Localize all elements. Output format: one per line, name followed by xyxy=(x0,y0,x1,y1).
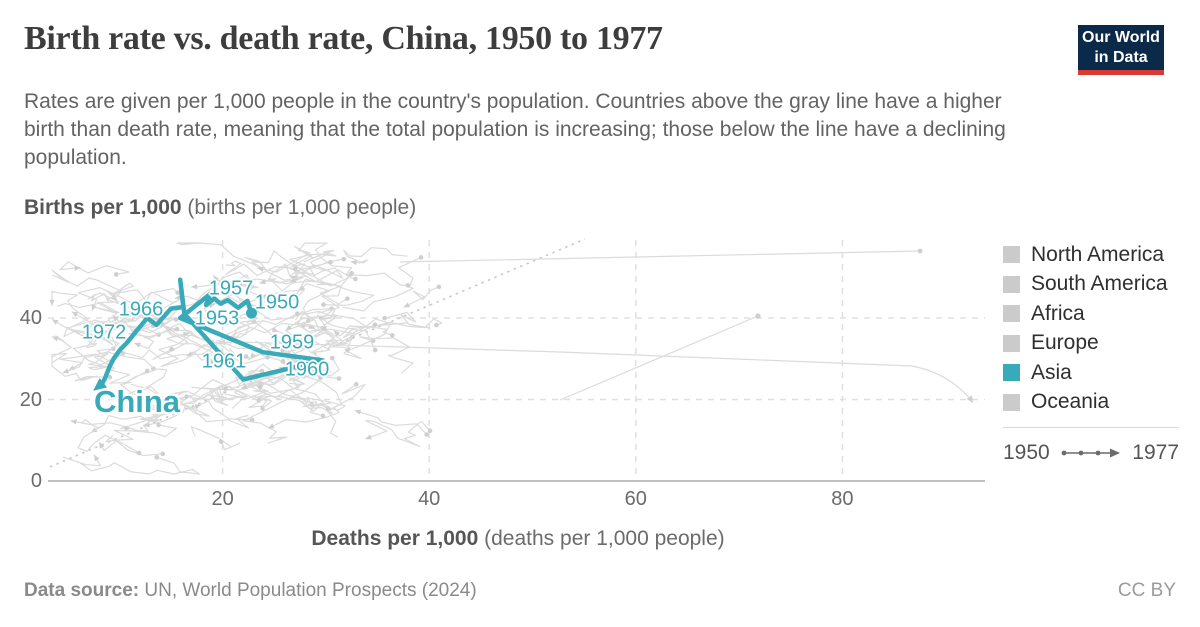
legend-swatch xyxy=(1003,305,1020,322)
license-link[interactable]: CC BY xyxy=(1117,580,1176,601)
trajectory-arrowhead xyxy=(257,267,263,272)
legend-label: North America xyxy=(1031,242,1165,266)
trajectory-start-dot xyxy=(373,322,378,327)
legend-swatch xyxy=(1003,364,1020,381)
trajectory-start-dot xyxy=(353,277,358,282)
background-trajectory xyxy=(63,455,199,474)
x-tick-label: 20 xyxy=(211,488,234,510)
entity-label-china[interactable]: China xyxy=(93,384,181,419)
trajectory-start-dot xyxy=(349,272,354,277)
year-label-1966: 1966 xyxy=(118,298,164,321)
trajectory-start-dot xyxy=(260,406,265,411)
continent-legend xyxy=(1003,240,1179,417)
data-source-label: Data source: xyxy=(24,580,140,601)
trajectory-start-dot xyxy=(321,302,326,307)
trajectory-start-dot xyxy=(154,455,159,460)
legend-item-north-america[interactable] xyxy=(1003,240,1179,270)
trajectory-start-dot xyxy=(321,414,326,419)
year-label-1960: 1960 xyxy=(284,358,330,381)
subtitle-line: birth than death rate, meaning that the total population is increasing; those below the line have a declining xyxy=(24,118,1006,141)
legend-item-africa[interactable] xyxy=(1003,299,1179,329)
subtitle-line: Rates are given per 1,000 people in the country's population. Countries above the gray line have a higher xyxy=(24,90,1002,113)
legend-label: Africa xyxy=(1031,301,1085,325)
trajectory-start-dot xyxy=(755,313,760,318)
timeline-end-year: 1977 xyxy=(1132,441,1179,464)
trajectory-start-dot xyxy=(419,255,424,260)
year-label-1959: 1959 xyxy=(269,331,315,354)
y-tick-label: 40 xyxy=(19,307,42,329)
trajectory-start-dot xyxy=(918,249,923,254)
trajectory-arrowhead xyxy=(194,404,201,409)
trajectory-start-dot xyxy=(373,348,378,353)
trajectory-start-dot xyxy=(424,432,429,437)
trajectory-start-dot xyxy=(322,326,327,331)
legend-swatch xyxy=(1003,246,1020,263)
data-source-note xyxy=(24,580,477,602)
subtitle-line: population. xyxy=(24,146,127,169)
background-trajectory xyxy=(344,248,408,263)
trajectory-start-dot xyxy=(137,451,142,456)
data-source-value: UN, World Population Prospects (2024) xyxy=(139,580,477,601)
trajectory-start-dot xyxy=(337,376,342,381)
trajectory-start-dot xyxy=(219,439,224,444)
x-axis-title xyxy=(0,527,1036,551)
trajectory-arrowhead xyxy=(63,368,70,373)
trajectory-start-dot xyxy=(354,382,359,387)
trajectory-arrowhead xyxy=(351,260,357,265)
trajectory-start-dot xyxy=(145,369,150,374)
owid-logo-line2: in Data xyxy=(1094,48,1148,66)
owid-logo-line1: Our World xyxy=(1082,28,1160,46)
x-tick-label: 60 xyxy=(624,488,647,510)
trajectory-arrowhead xyxy=(70,419,76,424)
legend-swatch xyxy=(1003,394,1020,411)
background-trajectory xyxy=(191,427,239,450)
legend-label: Asia xyxy=(1031,360,1072,384)
trajectory-start-dot xyxy=(160,452,165,457)
legend-swatch xyxy=(1003,335,1020,352)
legend-label: South America xyxy=(1031,272,1168,296)
y-tick-label: 20 xyxy=(19,388,42,411)
timeline-start-year: 1950 xyxy=(1003,441,1050,464)
trajectory-start-dot xyxy=(175,327,180,332)
trajectory-start-dot xyxy=(184,394,189,399)
trajectory-start-dot xyxy=(114,272,119,277)
year-label-1953: 1953 xyxy=(194,307,240,330)
legend-label: Europe xyxy=(1031,331,1099,355)
x-axis-title-units: (deaths per 1,000 people) xyxy=(478,527,725,550)
y-tick-label: 0 xyxy=(30,470,42,492)
trajectory-start-dot xyxy=(293,266,298,271)
footer xyxy=(24,580,1176,602)
legend-item-europe[interactable] xyxy=(1003,329,1179,359)
background-trajectory xyxy=(60,262,129,275)
legend-divider xyxy=(1003,427,1179,428)
background-trajectory xyxy=(365,421,430,447)
x-axis-title-bold: Deaths per 1,000 xyxy=(311,527,479,550)
trajectory-arrowhead xyxy=(134,343,141,348)
trajectory-arrowhead xyxy=(286,325,292,331)
trajectory-arrowhead xyxy=(365,434,372,439)
legend-label: Oceania xyxy=(1031,390,1110,414)
y-axis-title-bold: Births per 1,000 xyxy=(24,196,182,219)
legend-item-asia[interactable] xyxy=(1003,358,1179,388)
year-label-1957: 1957 xyxy=(208,277,254,300)
trajectory-start-dot xyxy=(223,386,228,391)
timeline-control[interactable] xyxy=(1003,440,1179,466)
legend-item-oceania[interactable] xyxy=(1003,388,1179,418)
legend-swatch xyxy=(1003,276,1020,293)
timeline-arrow-icon xyxy=(1060,446,1122,460)
x-tick-label: 40 xyxy=(418,488,441,510)
background-trajectory xyxy=(355,410,427,434)
year-label-1950: 1950 xyxy=(254,291,300,314)
trajectory-start-dot xyxy=(390,333,395,338)
trajectory-start-dot xyxy=(169,347,174,352)
trajectory-start-dot xyxy=(174,317,179,322)
trajectory-start-dot xyxy=(328,260,333,265)
chart-title: Birth rate vs. death rate, China, 1950 to 1977 xyxy=(24,20,663,57)
background-trajectory xyxy=(257,243,408,285)
x-tick-label: 80 xyxy=(831,488,854,510)
trajectory-start-dot xyxy=(330,356,335,361)
trajectory-start-dot xyxy=(434,323,439,328)
trajectory-start-dot xyxy=(345,296,350,301)
trajectory-start-dot xyxy=(265,355,270,360)
trajectory-start-dot xyxy=(437,285,442,290)
trajectory-start-dot xyxy=(382,316,387,321)
trajectory-start-dot xyxy=(406,283,411,288)
legend-item-south-america[interactable] xyxy=(1003,270,1179,300)
y-axis-title-units: (births per 1,000 people) xyxy=(181,196,417,219)
trajectory-arrowhead xyxy=(49,300,54,306)
trajectory-arrowhead xyxy=(355,410,362,415)
year-label-1972: 1972 xyxy=(81,321,127,344)
background-trajectory-long xyxy=(560,316,758,400)
background-trajectory xyxy=(177,243,306,278)
year-label-1961: 1961 xyxy=(201,350,247,373)
trajectory-start-dot xyxy=(342,257,347,262)
trajectory-start-dot xyxy=(428,428,433,433)
trajectory-start-dot xyxy=(156,423,161,428)
